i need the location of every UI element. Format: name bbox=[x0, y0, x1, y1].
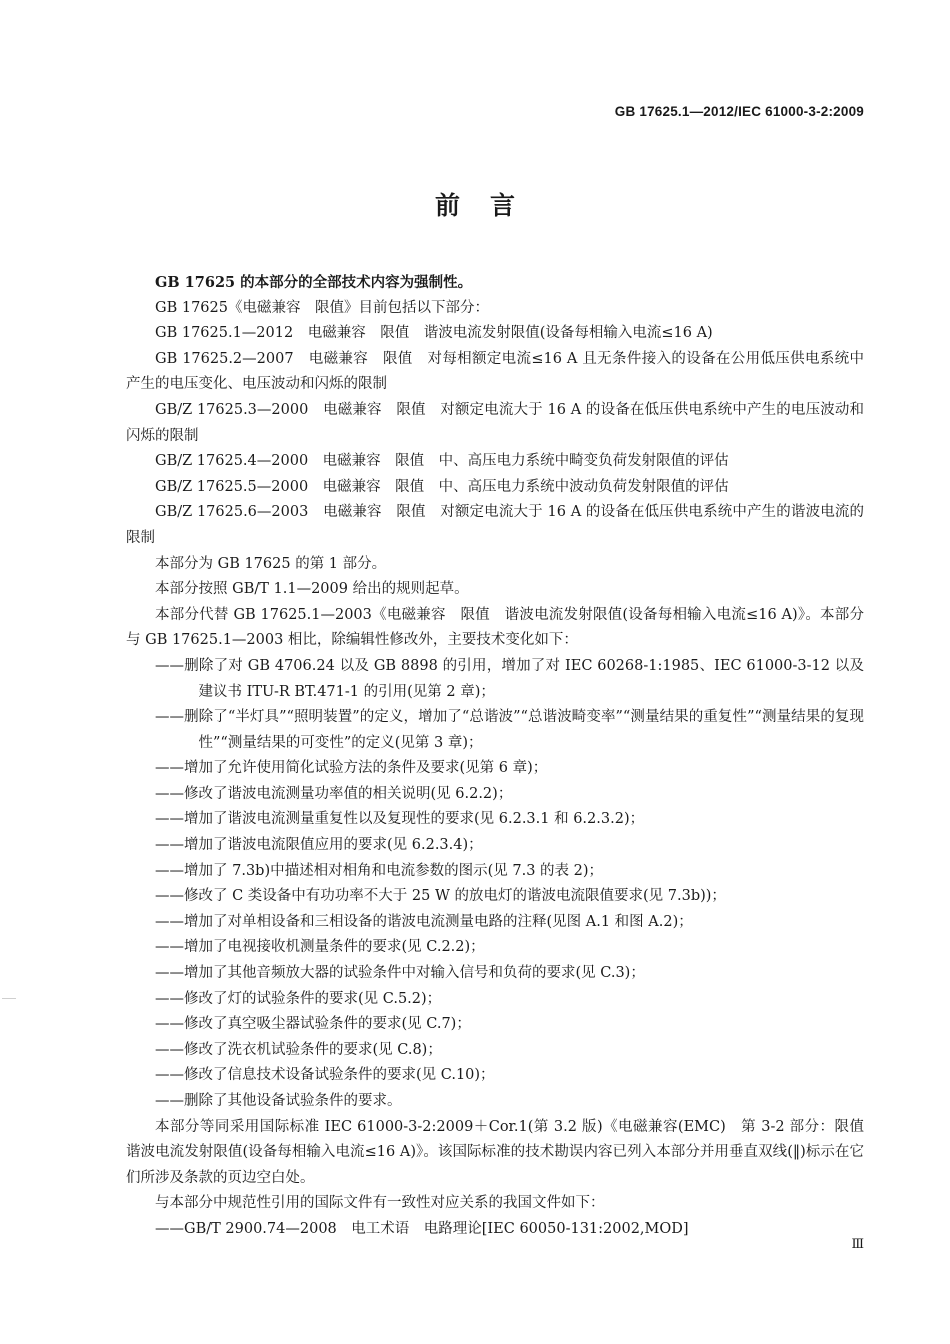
change-list-item: ——增加了允许使用简化试验方法的条件及要求(见第 6 章)； bbox=[155, 760, 548, 777]
intro-paragraph: 本部分代替 GB 17625.1—2003《电磁兼容 限值 谐波电流发射限值(设备每相输入电流≤16 A)》。本部分与 GB 17625.1—2003 相比，除编辑性修改外，主要技术变化如下： bbox=[126, 606, 864, 649]
page-title: 前言 bbox=[434, 191, 545, 220]
part-list-item: GB/Z 17625.4—2000 电磁兼容 限值 中、高压电力系统中畸变负荷发射限值的评估 bbox=[155, 453, 729, 470]
part-list-item: GB/Z 17625.5—2000 电磁兼容 限值 中、高压电力系统中波动负荷发射限值的评估 bbox=[155, 478, 729, 495]
change-list-item: ——修改了灯的试验条件的要求(见 C.5.2)； bbox=[155, 990, 442, 1007]
change-list-item: ——修改了洗衣机试验条件的要求(见 C.8)； bbox=[155, 1041, 442, 1058]
change-list-item: ——删除了其他设备试验条件的要求。 bbox=[155, 1093, 402, 1109]
reference-intro-paragraph: 与本部分中规范性引用的国际文件有一致性对应关系的我国文件如下： bbox=[155, 1195, 605, 1212]
change-list-item: ——增加了其他音频放大器的试验条件中对输入信号和负荷的要求(见 C.3)； bbox=[155, 965, 645, 982]
change-list-item: ——修改了谐波电流测量功率值的相关说明(见 6.2.2)； bbox=[155, 785, 513, 802]
part-list-item: GB/Z 17625.3—2000 电磁兼容 限值 对额定电流大于 16 A 的设备在低压供电系统中产生的电压波动和闪烁的限制 bbox=[126, 401, 864, 444]
margin-mark bbox=[2, 998, 16, 999]
part-list-item: GB 17625.2—2007 电磁兼容 限值 对每相额定电流≤16 A 且无条件接入的设备在公用低压供电系统中产生的电压变化、电压波动和闪烁的限制 bbox=[126, 350, 864, 393]
change-list-item: ——修改了真空吸尘器试验条件的要求(见 C.7)； bbox=[155, 1016, 471, 1033]
change-list-item: ——增加了 7.3b)中描述相对相角和电流参数的图示(见 7.3 的表 2)； bbox=[155, 862, 604, 879]
change-list-item: ——删除了对 GB 4706.24 以及 GB 8898 的引用，增加了对 IEC 60268-1:1985、IEC 61000-3-12 以及建议书 ITU-R BT.471-1 的引用(见第 2 章)； bbox=[155, 657, 864, 700]
intro-paragraph: GB 17625 的本部分的全部技术内容为强制性。 bbox=[155, 274, 473, 291]
change-list-item: ——删除了“半灯具”“照明装置”的定义，增加了“总谐波”“总谐波畸变率”“测量结果的重复性”“测量结果的复现性”“测量结果的可变性”的定义(见第 3 章)； bbox=[155, 709, 864, 751]
standard-code-header: GB 17625.1—2012/IEC 61000-3-2:2009 bbox=[614, 104, 864, 119]
page-number: Ⅲ bbox=[851, 1236, 864, 1251]
document-body bbox=[126, 270, 879, 1243]
change-list-item: ——增加了对单相设备和三相设备的谐波电流测量电路的注释(见图 A.1 和图 A.2)； bbox=[155, 913, 693, 930]
change-list-item: ——增加了谐波电流限值应用的要求(见 6.2.3.4)； bbox=[155, 837, 483, 854]
change-list-item: ——修改了 C 类设备中有功功率不大于 25 W 的放电灯的谐波电流限值要求(见 7.3b))； bbox=[155, 888, 726, 905]
change-list-item: ——修改了信息技术设备试验条件的要求(见 C.10)； bbox=[155, 1067, 495, 1084]
reference-list-item: ——GB/T 2900.74—2008 电工术语 电路理论[IEC 60050-131:2002,MOD] bbox=[155, 1220, 689, 1237]
intro-paragraph: 本部分按照 GB/T 1.1—2009 给出的规则起草。 bbox=[155, 581, 469, 598]
part-list-item: GB 17625.1—2012 电磁兼容 限值 谐波电流发射限值(设备每相输入电流≤16 A) bbox=[155, 325, 713, 342]
intro-paragraph: 本部分为 GB 17625 的第 1 部分。 bbox=[155, 555, 387, 572]
part-list-item: GB/Z 17625.6—2003 电磁兼容 限值 对额定电流大于 16 A 的设备在低压供电系统中产生的谐波电流的限制 bbox=[126, 504, 864, 546]
change-list-item: ——增加了谐波电流测量重复性以及复现性的要求(见 6.2.3.1 和 6.2.3.2)； bbox=[155, 811, 645, 828]
intro-paragraph: GB 17625《电磁兼容 限值》目前包括以下部分： bbox=[155, 299, 489, 316]
change-list-item: ——增加了电视接收机测量条件的要求(见 C.2.2)； bbox=[155, 939, 485, 956]
adoption-paragraph: 本部分等同采用国际标准 IEC 61000-3-2:2009＋Cor.1(第 3.2 版)《电磁兼容(EMC) 第 3-2 部分：限值 谐波电流发射限值(设备每相输入电流≤16 A)》。该国际标准的技术勘误内容已列入本部分并用垂直双线(‖)标示在它们所涉及条款的页边空白处。 bbox=[126, 1118, 879, 1186]
